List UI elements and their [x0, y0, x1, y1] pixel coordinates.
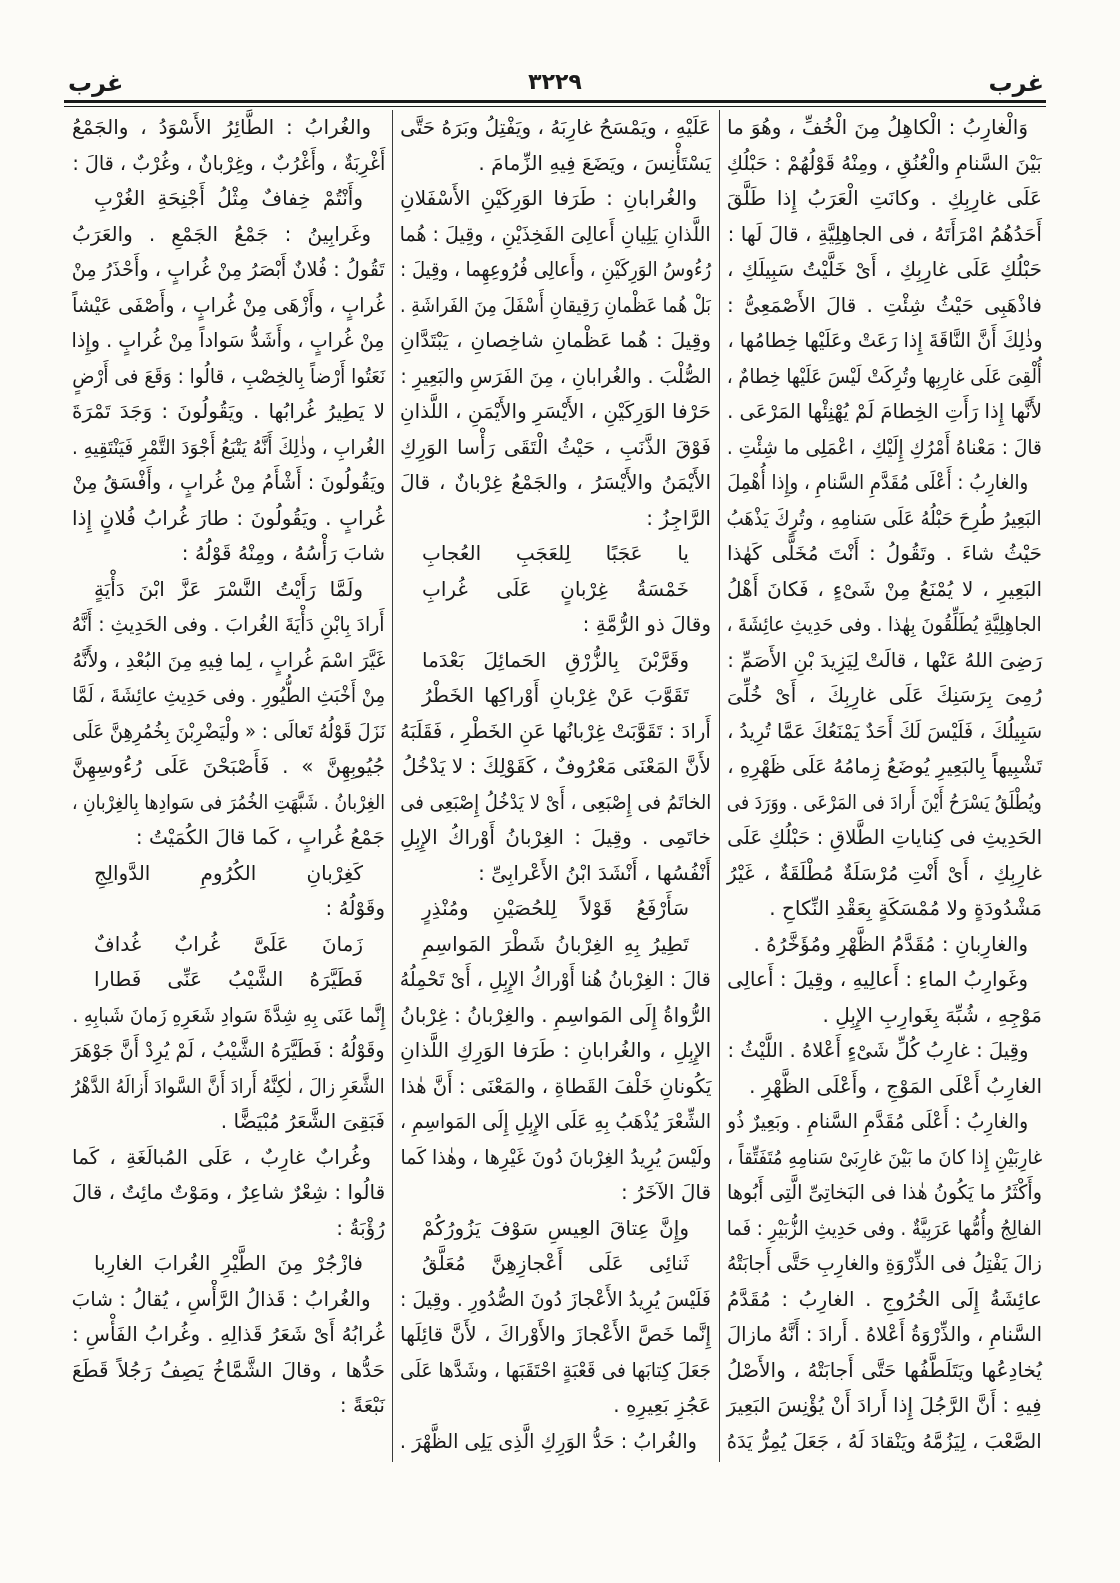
- text-line: [400, 181, 711, 217]
- text-line: [727, 1104, 1042, 1140]
- line-text: نَعَتُوا أَرْضاً بِالخِصْبِ ، قالُوا : وَقَعَ فى أَرْضٍ: [71, 363, 385, 388]
- verse-line: [72, 927, 385, 963]
- text-line: [727, 643, 1042, 679]
- text-line: [72, 252, 385, 288]
- line-text: غارِبَيْنِ إِذا كانَ ما بَيْنَ غارِبَىْ سَنامِهِ مُتَفَتِّقاً ،: [727, 1144, 1042, 1169]
- line-text: غَيَّرَ اسْمَ غُرابٍ ، لِما فِيهِ مِنَ البُعْدِ ، ولأَنَّهُ: [71, 647, 385, 672]
- line-text: حَيْثُ شاءَ . وتَقُولُ : أَنْتَ مُخَلًّى كَهٰذا: [727, 541, 1042, 565]
- line-text: فَلَيْسَ يُرِيدُ الأَعْجازَ دُونَ الصُّدُورِ . وقِيلَ :: [399, 1286, 711, 1311]
- text-line: [727, 856, 1042, 892]
- line-text: والغُرابانِ : طَرَفا الوَرِكَيْنِ الأَسْفَلانِ: [400, 186, 697, 210]
- text-line: [72, 110, 385, 146]
- line-text: البَعِيرُ طُرِحَ حَبْلُهُ عَلَى سَنامِهِ ، وتُرِكَ يَذْهَبُ: [726, 505, 1042, 530]
- text-line: [72, 288, 385, 324]
- text-line: [400, 465, 711, 501]
- line-text: مَشْدُودَةٍ ولا مُمْسَكَةٍ بِعَقْدِ النِّكاحِ .: [769, 896, 1042, 920]
- line-text: إِنَّما عَنَى بِهِ شِدَّةَ سَوادِ شَعَرِهِ زَمانَ شَبابِهِ .: [71, 1002, 385, 1027]
- text-line: [400, 749, 711, 785]
- text-line: [400, 1424, 711, 1460]
- text-line: [72, 714, 385, 750]
- text-line: [727, 785, 1042, 821]
- text-line: [727, 1211, 1042, 1247]
- text-line: [72, 1069, 385, 1105]
- text-line: [400, 1388, 711, 1424]
- text-line: [727, 998, 1042, 1034]
- text-line: [72, 1211, 385, 1247]
- text-line: [727, 607, 1042, 643]
- line-text: الحَدِيثِ فى كِناياتِ الطَّلاقِ : حَبْلُكِ عَلَى: [727, 825, 1042, 849]
- line-text: والغارِبانِ : مُقَدَّمُ الظَّهْرِ ومُؤَخَّرُهُ .: [753, 931, 1028, 956]
- text-line: [727, 146, 1042, 182]
- line-text: زالَ يَفْتِلُ فى الذِّرْوَةِ والغارِبِ حَتَّى أَجابَتْهُ: [727, 1251, 1042, 1275]
- line-text: ثَنائِى عَلَى أَعْجازِهِنَّ مُعَلَّقُ: [422, 1251, 689, 1275]
- text-line: [400, 323, 711, 359]
- line-text: عَلَيْهِ ، ويَمْسَحُ غارِبَهُ ، ويَفْتِلُ وبَرَهُ حَتَّى: [399, 115, 711, 139]
- line-text: أَنْفُسُها ، أَنْشَدَ ابْنُ الأَعْرابِىِّ :: [478, 860, 711, 885]
- text-line: [72, 1033, 385, 1069]
- line-text: الشَّعَرِ زالَ ، لٰكِنَّهُ أَرادَ أَنَّ السَّوادَ أَزالَهُ الدَّهْرُ: [71, 1073, 385, 1098]
- text-line: [400, 607, 711, 643]
- line-text: نَزَلَ قَوْلُهُ تَعالَى : « ولْيَضْرِبْنَ بِخُمُرِهِنَّ عَلَى: [72, 718, 385, 743]
- text-line: [400, 1175, 711, 1211]
- line-text: غُرابٍ . ويَقُولُونَ : طارَ غُرابُ فُلانٍ إِذا: [72, 505, 385, 530]
- verse-line: [400, 1246, 711, 1282]
- text-line: [727, 359, 1042, 395]
- line-text: وغُرابٌ غارِبٌ ، عَلَى المُبالَغَةِ ، كَما: [72, 1144, 371, 1169]
- verse-line: [400, 927, 711, 963]
- line-text: كَغِرْبانِ الكُرُومِ الدَّوالِجِ: [94, 860, 363, 885]
- text-line: [400, 998, 711, 1034]
- text-line: [72, 1317, 385, 1353]
- line-text: وقِيلَ : هُما عَظْمانِ شاخِصانِ ، يَبْتَدَّانِ: [400, 328, 711, 352]
- line-text: رَضِىَ اللهُ عَنْها ، قالَتْ لِيَزِيدَ بْنِ الأَصَمِّ :: [726, 647, 1042, 672]
- verse-line: [400, 536, 711, 572]
- verse-line: [400, 678, 711, 714]
- verse-line: [400, 572, 711, 608]
- line-text: تَقُولُ : فُلانٌ أَبْصَرُ مِنْ غُرابٍ ، وأَحْذَرُ مِنْ: [71, 257, 385, 281]
- line-text: وأَنْتُمْ خِفافٌ مِثْلُ أَجْنِحَةِ الغُرْبِ: [94, 186, 363, 210]
- line-text: ويَقُولُونَ : أَشْأَمُ مِنْ غُرابٍ ، وأَفْسَقُ مِنْ: [71, 470, 385, 494]
- line-text: تَطِيرُ بِهِ الغِرْبانُ شَطْرَ المَواسِمِ: [422, 931, 689, 956]
- line-text: وقَوْلُهُ :: [325, 896, 385, 920]
- text-line: [72, 465, 385, 501]
- header-rule: [64, 106, 1046, 107]
- line-text: مِنْ أَخْبَثِ الطُّيُورِ . وفى حَدِيثِ عائِشَةَ ، لَمَّا: [72, 683, 385, 707]
- line-text: سَبِيلُكَ ، فَلَيْسَ لَكَ أَحَدٌ يَمْنَعُكَ عَمَّا تُرِيدُ ،: [727, 718, 1042, 743]
- line-text: شابَ رَأْسُهُ ، ومِنْهُ قَوْلُهُ :: [181, 541, 385, 565]
- line-text: فازْجُرْ مِنَ الطَّيْرِ الغُرابَ الغارِبا: [94, 1251, 363, 1275]
- text-line: [72, 146, 385, 182]
- line-text: جَعَلَ كِتابَها فى قَعْبَةٍ احْتَقَبَها ، وشَدَّها عَلَى: [400, 1357, 711, 1382]
- verse-line: [400, 643, 711, 679]
- line-text: قالُوا : شِعْرٌ شاعِرٌ ، ومَوْتٌ مائِتٌ ، قالَ: [71, 1180, 385, 1204]
- line-text: وغَوارِبُ الماءِ : أَعالِيهِ ، وقِيلَ : أَعالِى: [727, 967, 1028, 991]
- line-text: وقَوْلُهُ : فَطَيَّرَهُ الشَّيْبُ ، لَمْ يُرِدْ أَنَّ جَوْهَرَ: [71, 1038, 385, 1062]
- line-text: فِيهِ : أَنَّ الرَّجُلَ إِذا أَرادَ أَنْ يُؤْنِسَ البَعِيرَ: [726, 1393, 1042, 1417]
- text-line: [727, 394, 1042, 430]
- text-line: [400, 146, 711, 182]
- line-text: السَّنامِ ، والذِّرْوَةُ أَعْلاهُ . أَرادَ : أَنَّهُ مازالَ: [727, 1322, 1042, 1346]
- verse-line: [72, 1246, 385, 1282]
- line-text: حَبْلُكِ عَلَى غارِبِكِ ، أَىْ خَلَّيْتُ سَبِيلَكِ ،: [727, 257, 1042, 281]
- header-headword-right: غرب: [988, 69, 1044, 97]
- line-text: الجاهِلِيَّةِ يُطَلِّقُونَ بِهٰذا . وفى حَدِيثِ عائِشَةَ ،: [727, 612, 1042, 636]
- text-line: [400, 785, 711, 821]
- verse-line: [400, 891, 711, 927]
- running-header: [64, 66, 1046, 103]
- line-text: مَوْجِهِ ، شُبِّهَ بِغَوارِبِ الإِبِلِ .: [822, 1002, 1042, 1027]
- text-line: [72, 1282, 385, 1318]
- text-line: [400, 359, 711, 395]
- text-line: [400, 252, 711, 288]
- text-line: [727, 536, 1042, 572]
- line-text: قالَ : مَعْناهُ أَمْرُكِ إِلَيْكِ ، اعْمَلِى ما شِئْتِ .: [726, 434, 1042, 459]
- text-line: [727, 1317, 1042, 1353]
- line-text: والغارِبُ : أَعْلَى مُقَدَّمِ السَّنامِ . وبَعِيرٌ ذُو: [726, 1109, 1028, 1133]
- text-line: [72, 1353, 385, 1389]
- line-text: أَغْرِبَةٌ ، وأَغْرُبٌ ، وغِرْبانٌ ، وغُرْبٌ ، قالَ :: [71, 150, 385, 175]
- line-text: الفالِجُ وأُمُّها عَرَبِيَّةٌ . وفى حَدِيثِ الزُّبَيْرِ : فَما: [726, 1215, 1042, 1240]
- line-text: والغُرابُ : قَذالُ الرَّأْسِ ، يُقالُ : شابَ: [72, 1286, 371, 1311]
- line-text: ولَمَّا رَأَيْتُ النَّسْرَ عَزَّ ابْنَ دَأْيَةٍ: [94, 576, 363, 601]
- line-text: الغُرابِ ، وذٰلِكَ أَنَّهُ يَتْبَعُ أَجْوَدَ التَّمْرِ فَيَنْتَقِيهِ .: [72, 434, 385, 459]
- text-line: [400, 1069, 711, 1105]
- text-line: [400, 1317, 711, 1353]
- line-text: غُرابٍ ، وأَزْهَى مِنْ غُرابٍ ، وأَصْفَى عَيْشاً: [71, 292, 385, 317]
- text-line: [400, 820, 711, 856]
- text-line: [72, 678, 385, 714]
- line-text: فَطَيَّرَهُ الشَّيْبُ عَنِّى فَطارا: [94, 967, 363, 991]
- text-line: [727, 1246, 1042, 1282]
- text-line: [727, 1282, 1042, 1318]
- line-text: غارِبِكِ ، أَىْ أَنْتِ مُرْسَلَةٌ مُطْلَقَةٌ ، غَيْرُ: [727, 860, 1042, 885]
- column-right: [727, 110, 1042, 1459]
- line-text: وقالَ ذو الرُّمَّةِ :: [582, 612, 711, 636]
- text-line: [400, 1140, 711, 1176]
- line-text: عَجُزِ بَعِيرِهِ .: [613, 1393, 711, 1417]
- text-line: [400, 1033, 711, 1069]
- line-text: جَمْعُ غُرابٍ ، كَما قالَ الكُمَيْتُ :: [135, 825, 385, 849]
- text-line: [72, 643, 385, 679]
- line-text: غُرابُهُ أَىْ شَعَرُ قَذالِهِ . وغُرابُ الفَأْسِ :: [72, 1322, 385, 1346]
- text-line: [72, 1388, 385, 1424]
- line-text: تَشْبِيهاً بِالبَعِيرِ يُوضَعُ زِمامُهُ عَلَى ظَهْرِهِ ،: [727, 754, 1042, 778]
- line-text: قالَ : الغِرْبانُ هُنا أَوْراكُ الإِبِلِ ، أَىْ تَحْمِلُهُ: [400, 967, 711, 991]
- text-line: [400, 430, 711, 466]
- verse-line: [72, 856, 385, 892]
- text-line: [400, 288, 711, 324]
- text-line: [400, 394, 711, 430]
- line-text: رُءُوسُ الوَرِكَيْنِ ، وأَعالِى فُرُوعِهِما ، وقِيلَ :: [399, 257, 711, 281]
- line-text: سَأَرْفَعُ قَوْلاً لِلحُصَيْنِ ومُنْذِرٍ: [422, 896, 689, 920]
- line-text: وإِنَّ عِتاقَ العِيسِ سَوْفَ يَزُورُكُمْ: [422, 1215, 689, 1240]
- text-line: [727, 891, 1042, 927]
- line-text: قالَ الآخَرُ :: [621, 1180, 711, 1204]
- line-text: الصُّلْبَ . والغُرابانِ ، مِنَ الفَرَسِ والبَعِيرِ :: [400, 363, 711, 388]
- line-text: فاذْهَبِى حَيْثُ شِئْتِ . قالَ الأَصْمَعِىُّ :: [727, 292, 1042, 317]
- line-text: لأَنَّها إِذا رَأَتِ الخِطامَ لَمْ يُهْنِئْها المَرْعَى .: [726, 399, 1042, 423]
- text-line: [727, 181, 1042, 217]
- text-line: [72, 536, 385, 572]
- line-text: نَبْعَةً :: [339, 1393, 385, 1417]
- text-line: [72, 501, 385, 537]
- line-text: أُلْقِىَ عَلَى غارِبِها وتُرِكَتْ لَيْسَ عَلَيْها خِطامٌ ،: [727, 363, 1042, 388]
- line-text: إِنَّما خَصَّ الأَعْجازَ والأَوْراكَ ، لأَنَّ قائِلَها: [400, 1322, 711, 1346]
- header-headword-left: غرب: [68, 69, 124, 97]
- line-text: عائِشَةُ إِلَى الخُرُوجِ . الغارِبُ : مُقَدَّمُ: [727, 1286, 1042, 1311]
- text-line: [727, 1069, 1042, 1105]
- text-line: [400, 1282, 711, 1318]
- text-line: [727, 217, 1042, 253]
- text-line: [400, 714, 711, 750]
- text-line: [400, 1104, 711, 1140]
- verse-line: [72, 962, 385, 998]
- text-line: [727, 714, 1042, 750]
- line-text: وغَرابِينُ : جَمْعُ الجَمْعِ . والعَرَبُ: [72, 221, 371, 246]
- text-line: [727, 1033, 1042, 1069]
- text-line: [400, 962, 711, 998]
- text-line: [727, 288, 1042, 324]
- line-text: أَحَدُهُمُ امْرَأَتَهُ ، فى الجاهِلِيَّةِ ، قالَ لَها :: [727, 221, 1042, 246]
- line-text: الخاتَمُ فى إِصْبَعِى ، أَىْ لا يَدْخُلُ إِصْبَعِى فى: [399, 789, 711, 814]
- line-text: بَيْنَ السَّنامِ والْعُنُقِ ، ومِنْهُ قَوْلُهُمْ : حَبْلُكِ: [727, 150, 1042, 175]
- line-text: أَرادَ : تَقَوَّبَتْ غِرْبانُها عَنِ الخَطْرِ ، فَقَلَبَهُ: [399, 718, 711, 743]
- line-text: ولَيْسَ يُرِيدُ الغِرْبانَ دُونَ غَيْرِها ، وهٰذا كَما: [400, 1144, 711, 1169]
- line-text: يَسْتَأْنِسَ ، ويَضَعَ فِيهِ الزِّمامَ .: [478, 150, 711, 175]
- text-line: [727, 927, 1042, 963]
- text-line: [727, 1140, 1042, 1176]
- line-text: اللَّذانِ يَلِيانِ أَعالِىَ الفَخِذَيْنِ ، وقِيلَ : هُما: [400, 221, 711, 246]
- line-text: زَمانَ عَلَىَّ غُرابٌ غُدافٌ: [94, 931, 363, 956]
- line-text: والغُرابُ : حَدُّ الوَرِكِ الَّذِى يَلِى الظَّهْرَ .: [399, 1428, 697, 1453]
- line-text: الصَّعْبَ ، لِيَزُمَّهُ ويَنْقادَ لَهُ ، جَعَلَ يُمِرُّ يَدَهُ: [727, 1428, 1042, 1453]
- text-line: [72, 1175, 385, 1211]
- line-text: تَقَوَّبَ عَنْ غِرْبانِ أَوْراكِها الخَطْرُ: [422, 683, 689, 707]
- page-number: ٣٢٢٩: [528, 70, 582, 95]
- text-line: [727, 501, 1042, 537]
- line-text: بَلْ هُما عَظْمانِ رَقِيقانِ أَسْفَلَ مِنَ الفَراشَةِ .: [399, 292, 711, 317]
- line-text: الإِبِلِ ، والغُرابانِ : طَرَفا الوَرِكِ اللَّذانِ: [400, 1038, 711, 1062]
- line-text: وأَكْثَرُ ما يَكُونُ هٰذا فى البَخاتِىِّ الَّتِى أَبُوها: [727, 1180, 1042, 1204]
- line-text: وَالْغارِبُ : الْكاهِلُ مِنَ الْخُفِّ ، وهُوَ ما: [727, 115, 1028, 139]
- text-line: [400, 217, 711, 253]
- text-line: [727, 678, 1042, 714]
- text-line: [727, 110, 1042, 146]
- line-text: فَبَقِىَ الشَّعَرُ مُبْيَضًّا .: [220, 1109, 385, 1133]
- line-text: يا عَجَبًا لِلعَجَبِ العُجابِ: [422, 541, 689, 565]
- text-line: [72, 607, 385, 643]
- verse-line: [72, 181, 385, 217]
- line-text: لا يَطِيرُ غُرابُها . ويَقُولُونَ : وَجَدَ تَمْرَةَ: [72, 399, 385, 423]
- text-line: [72, 1104, 385, 1140]
- line-text: يُخادِعُها ويَتَلَطَّفُها حَتَّى أَجابَتْهُ ، والأَصْلُ: [727, 1357, 1042, 1382]
- line-text: الرَّاجِزُ :: [646, 505, 711, 530]
- text-line: [727, 820, 1042, 856]
- text-line: [72, 998, 385, 1034]
- text-line: [400, 856, 711, 892]
- line-text: لأَنَّ المَعْنَى مَعْرُوفٌ ، كَقَوْلِكَ : لا يَدْخُلُ: [401, 754, 711, 778]
- line-text: ويُطْلَقُ يَسْرَحُ أَيْنَ أَرادَ فى المَرْعَى . ووَرَدَ فى: [726, 789, 1042, 814]
- text-line: [727, 1424, 1042, 1460]
- text-line: [727, 1175, 1042, 1211]
- line-text: يَكُونانِ خَلْفَ القَطاةِ ، والمَعْنَى : أَنَّ هٰذا: [400, 1073, 711, 1098]
- line-text: خَمْسَةُ غِرْبانٍ عَلَى غُرابِ: [422, 576, 689, 601]
- text-line: [72, 323, 385, 359]
- line-text: الرُّواةُ إِلَى المَواسِمِ . والغِرْبانُ : غِرْبانُ: [399, 1002, 711, 1027]
- line-text: الأَيْمَنُ والأَيْسَرُ ، والجَمْعُ غِرْبانٌ ، قالَ: [400, 470, 711, 494]
- text-line: [72, 1140, 385, 1176]
- line-text: الغارِبُ أَعْلَى المَوْجِ ، وأَعْلَى الظَّهْرِ .: [749, 1073, 1042, 1098]
- line-text: مِنْ غُرابٍ ، وأَشَدُّ سَواداً مِنْ غُرابٍ . وإِذا: [71, 328, 385, 352]
- line-text: البَعِيرِ ، لا يُمْنَعُ مِنْ شَىْءٍ ، فَكانَ أَهْلُ: [727, 576, 1042, 601]
- text-line: [72, 217, 385, 253]
- line-text: رُمِىَ بِرَسَنِكَ عَلَى غارِبِكَ ، أَىْ خُلِّىَ: [727, 683, 1042, 707]
- line-text: والغارِبُ : أَعْلَى مُقَدَّمِ السَّنامِ ، وإِذا أُهْمِلَ: [727, 470, 1028, 494]
- line-text: جُيُوبِهِنَّ » . فَأَصْبَحْنَ عَلَى رُءُوسِهِنَّ: [72, 754, 385, 778]
- line-text: فَوْقَ الذَّنَبِ ، حَيْثُ الْتَقَى رَأْسا الوَرِكِ: [400, 434, 711, 459]
- line-text: وذٰلِكَ أَنَّ النَّاقَةَ إِذا رَعَتْ وعَلَيْها خِطامُها ،: [727, 328, 1042, 352]
- text-line: [727, 1388, 1042, 1424]
- line-text: حَدُّها ، وقالَ الشَّمَّاخُ يَصِفُ رَجُلاً قَطَعَ: [72, 1357, 385, 1382]
- text-line: [72, 359, 385, 395]
- text-line: [72, 430, 385, 466]
- verse-line: [72, 572, 385, 608]
- text-line: [72, 891, 385, 927]
- text-line: [400, 1353, 711, 1389]
- column-left: [72, 110, 385, 1424]
- line-text: وقَرَّبْنَ بِالزُّرْقِ الحَمائِلَ بَعْدَما: [422, 647, 689, 672]
- text-line: [727, 572, 1042, 608]
- verse-line: [400, 1211, 711, 1247]
- line-text: الغِرْبانُ . شَبَّهَتِ الخُمُرَ فى سَوادِها بِالغِرْبانِ ،: [71, 789, 385, 814]
- line-text: رُؤْبَةُ :: [336, 1215, 385, 1240]
- column-middle: [400, 110, 711, 1459]
- text-line: [72, 785, 385, 821]
- line-text: عَلَى غارِبِكِ . وكانَتِ الْعَرَبُ إِذا طَلَّقَ: [727, 186, 1042, 210]
- text-line: [72, 749, 385, 785]
- text-line: [727, 252, 1042, 288]
- text-line: [727, 430, 1042, 466]
- text-line: [400, 501, 711, 537]
- line-text: خاتَمِى . وقِيلَ : الغِرْبانُ أَوْراكُ الإِبِلِ: [400, 825, 711, 849]
- text-line: [727, 1353, 1042, 1389]
- line-text: حَرْفا الوَرِكَيْنِ ، الأَيْسَرِ والأَيْمَنِ ، اللَّذانِ: [399, 399, 711, 423]
- text-line: [72, 394, 385, 430]
- line-text: الشِّعْرَ يُذْهَبُ بِهِ عَلَى الإِبِلِ إِلَى المَواسِمِ ،: [399, 1109, 711, 1133]
- line-text: وقِيلَ : غارِبُ كُلِّ شَىْءٍ أَعْلاهُ . اللَّيْثُ :: [727, 1038, 1028, 1062]
- text-line: [727, 465, 1042, 501]
- line-text: والغُرابُ : الطَّائِرُ الأَسْوَدُ ، والجَمْعُ: [72, 115, 371, 139]
- text-line: [727, 749, 1042, 785]
- text-line: [727, 962, 1042, 998]
- text-line: [727, 323, 1042, 359]
- line-text: أَرادَ بِابْنِ دَأْيَةَ الغُرابَ . وفى الحَدِيثِ : أَنَّهُ: [72, 612, 385, 636]
- text-line: [72, 820, 385, 856]
- text-line: [400, 110, 711, 146]
